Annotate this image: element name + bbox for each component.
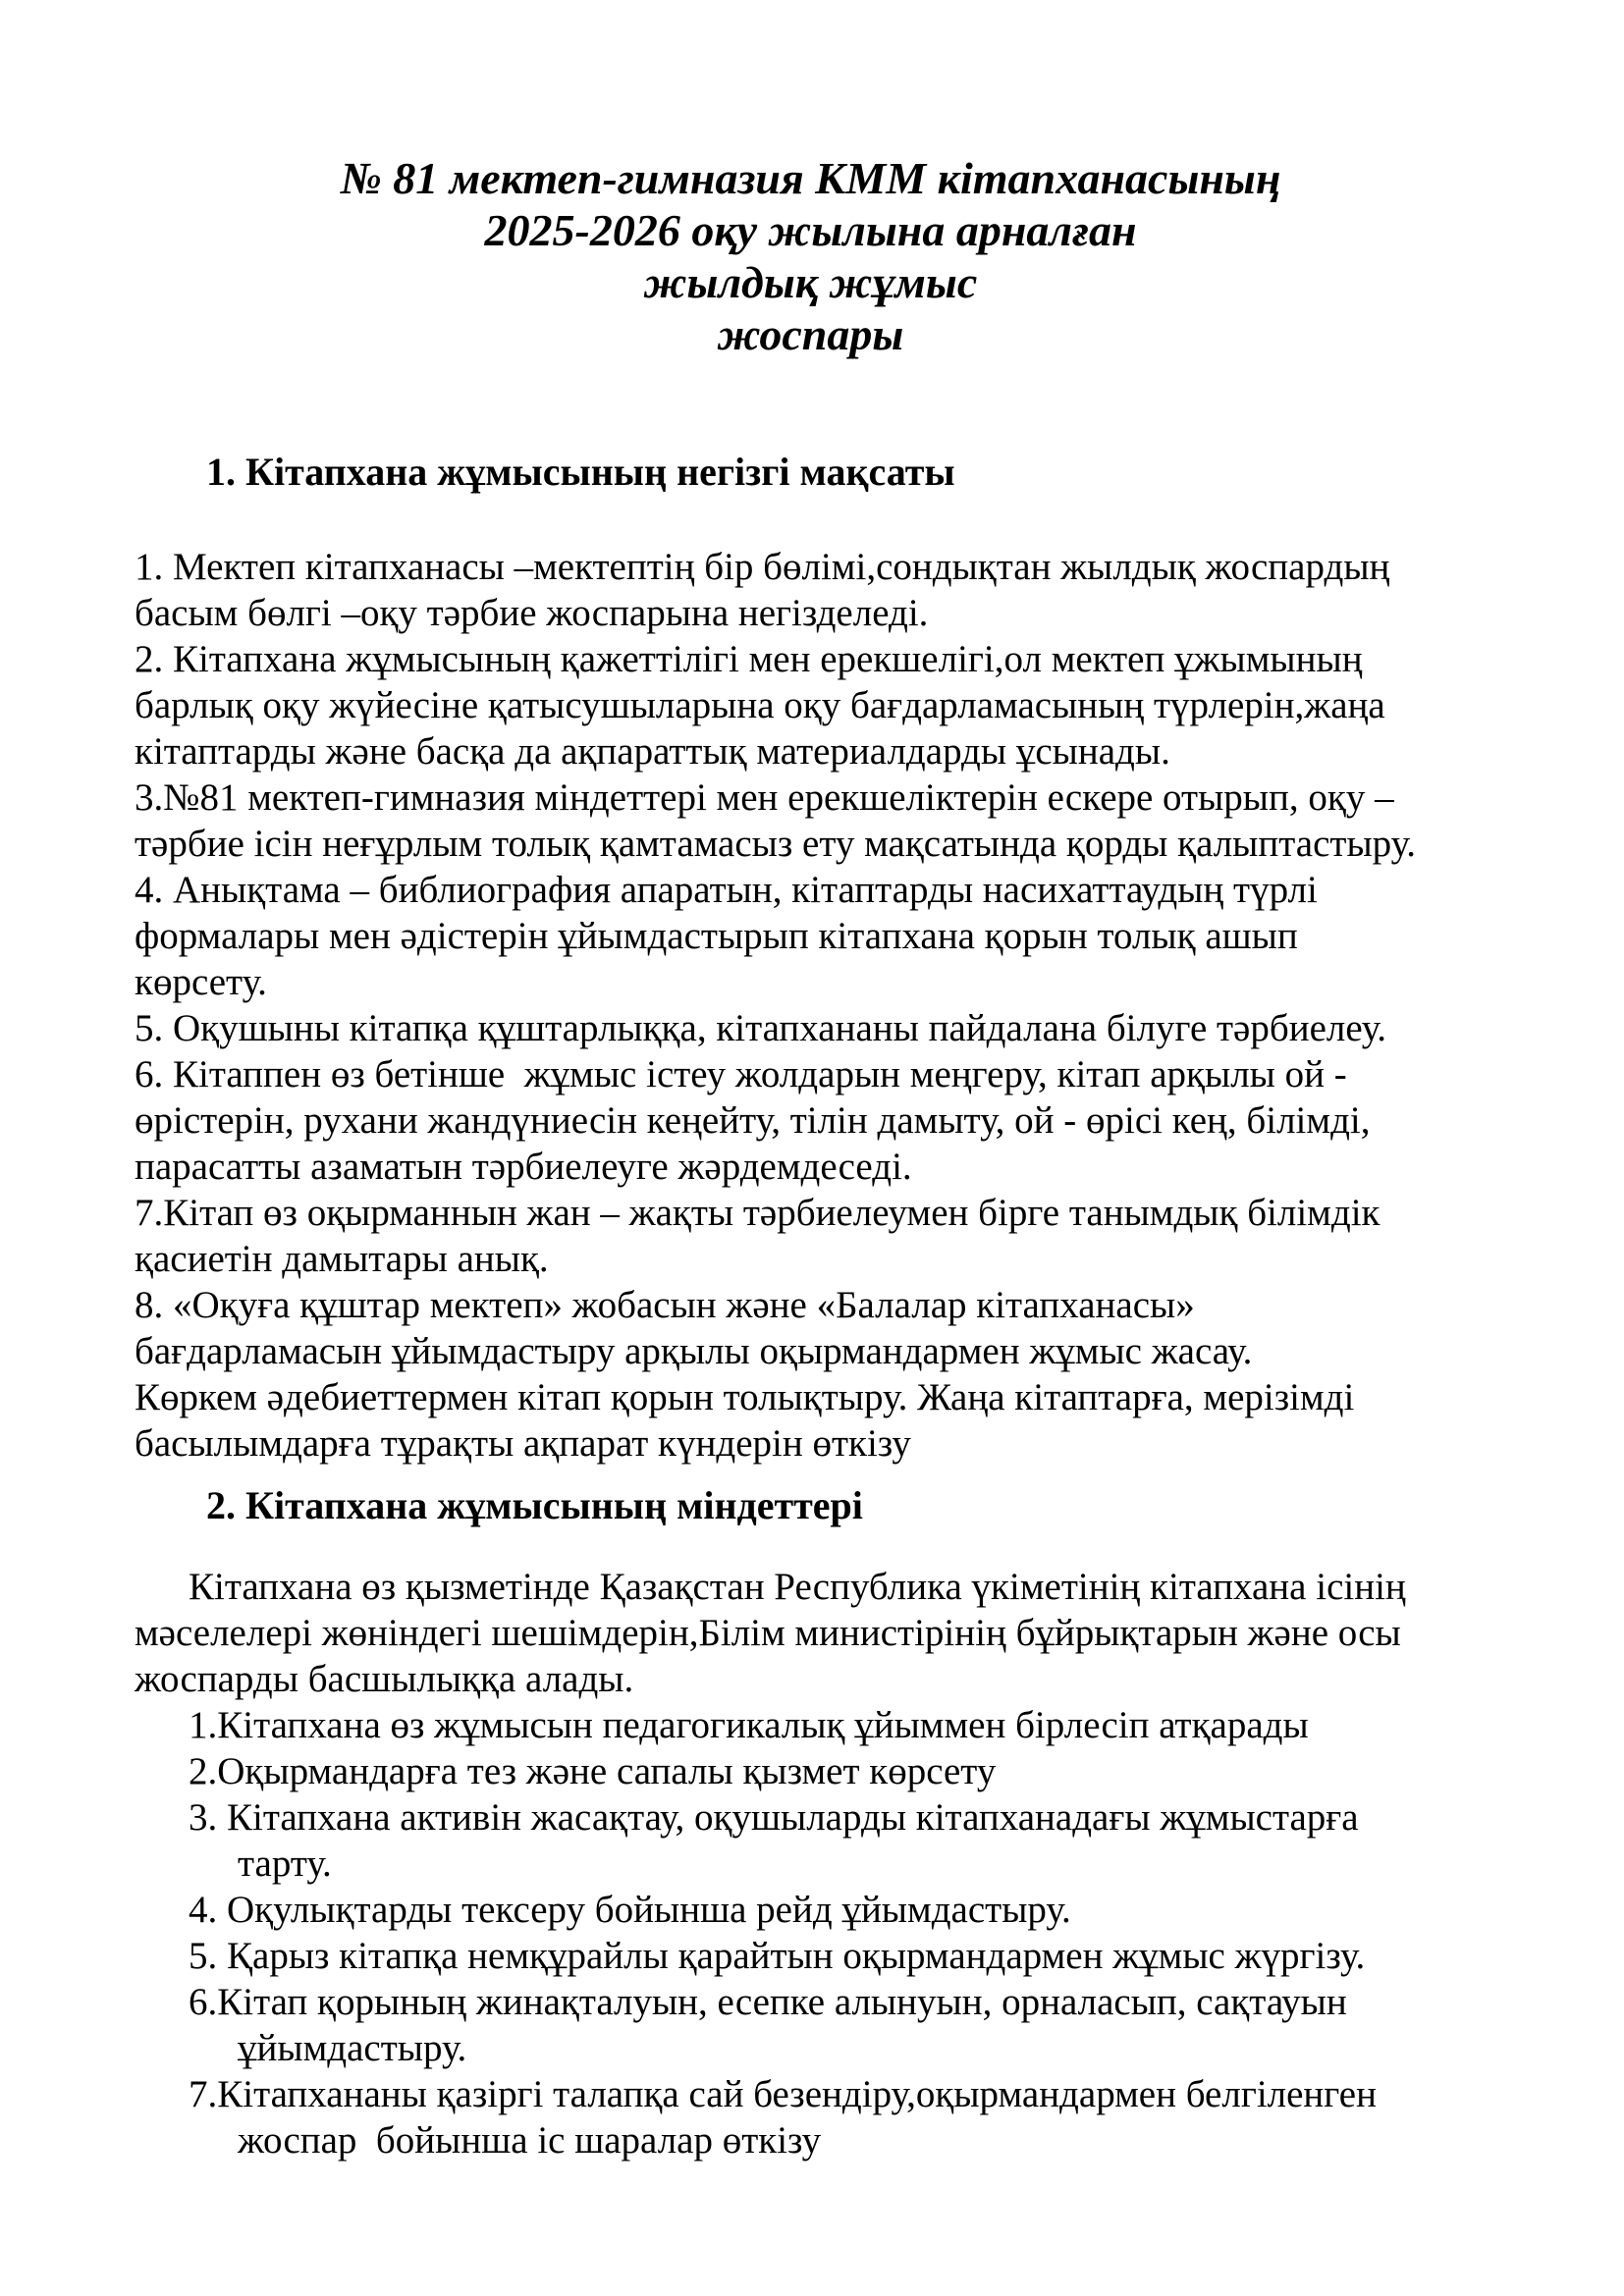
- body-line: 6. Кітаппен өз бетінше жұмыс істеу жолдарын меңгеру, кітап арқылы ой -: [135, 1053, 1347, 1095]
- list-line: 3. Кітапхана активін жасақтау, оқушыларды кітапханадағы жұмыстарға: [189, 1796, 1359, 1839]
- intro-line: Кітапхана өз қызметінде Қазақстан Республика үкіметінің кітапхана ісінің: [189, 1566, 1406, 1608]
- title-line: 2025-2026 оқу жылына арналған: [484, 205, 1137, 255]
- body-line: парасатты азаматын тәрбиелеуге жәрдемдеседі.: [135, 1146, 912, 1188]
- title-line: жылдық жұмыс: [643, 257, 978, 307]
- intro-line: мәселелері жөніндегі шешімдерін,Білім министірінің бұйрықтарын және осы: [135, 1612, 1401, 1654]
- list-line: 6.Кітап қорының жинақталуын, есепке алынуын, орналасып, сақтауын: [189, 1981, 1347, 2023]
- body-line: формалары мен әдістерін ұйымдастырып кітапхана қорын толық ашып: [135, 915, 1298, 957]
- list-line: 4. Оқулықтарды тексеру бойынша рейд ұйымдастыру.: [189, 1889, 1071, 1931]
- title-line: № 81 мектеп-гимназия КММ кітапханасының: [340, 153, 1281, 203]
- body-line: 8. «Оқуға құштар мектеп» жобасын және «Балалар кітапханасы»: [135, 1284, 1195, 1326]
- section-2-intro: [135, 1564, 1487, 1702]
- section-1-body: [135, 544, 1487, 1467]
- body-line: өрістерін, рухани жандүниесін кеңейту, тілін дамыту, ой - өрісі кең, білімді,: [135, 1099, 1371, 1142]
- list-line: 5. Қарыз кітапқа немқұрайлы қарайтын оқырмандармен жұмыс жүргізу.: [189, 1935, 1366, 1977]
- list-line: 2.Оқырмандарға тез және сапалы қызмет көрсету: [189, 1750, 997, 1792]
- body-line: бағдарламасын ұйымдастыру арқылы оқырмандармен жұмыс жасау.: [135, 1330, 1253, 1372]
- list-line: жоспар бойынша іс шаралар өткізу: [238, 2119, 822, 2162]
- body-line: кітаптарды және басқа да ақпараттық материалдарды ұсынады.: [135, 730, 1170, 773]
- body-line: барлық оқу жүйесіне қатысушыларына оқу бағдарламасының түрлерін,жаңа: [135, 684, 1385, 726]
- body-line: Көркем әдебиеттермен кітап қорын толықтыру. Жаңа кітаптарға, мерізімді: [135, 1376, 1355, 1418]
- list-line: тарту.: [238, 1842, 332, 1885]
- body-line: қасиетін дамытары анық.: [135, 1238, 549, 1280]
- section-2-heading: 2. Кітапхана жұмысының міндеттері: [206, 1483, 863, 1527]
- list-line: ұйымдастыру.: [238, 2027, 467, 2069]
- body-line: көрсету.: [135, 961, 267, 1003]
- list-line: 7.Кітапхананы қазіргі талапқа сай безендіру,оқырмандармен белгіленген: [189, 2073, 1377, 2115]
- intro-line: жоспарды басшылыққа алады.: [135, 1658, 634, 1700]
- list-line: 1.Кітапхана өз жұмысын педагогикалық ұйыммен бірлесіп атқарады: [189, 1704, 1309, 1746]
- body-line: басылымдарға тұрақты ақпарат күндерін өткізу: [135, 1422, 911, 1465]
- body-line: 5. Оқушыны кітапқа құштарлыққа, кітапхананы пайдалана білуге тәрбиелеу.: [135, 1007, 1387, 1049]
- section-2-list: [135, 1702, 1487, 2163]
- body-line: басым бөлгі –оқу тәрбие жоспарына негізделеді.: [135, 592, 929, 634]
- body-line: 4. Анықтама – библиография апаратын, кітаптарды насихаттаудың түрлі: [135, 869, 1318, 911]
- body-line: тәрбие ісін неғұрлым толық қамтамасыз ету мақсатында қорды қалыптастыру.: [135, 823, 1416, 865]
- section-1-heading: 1. Кітапхана жұмысының негізгі мақсаты: [206, 450, 955, 494]
- body-line: 1. Мектеп кітапханасы –мектептің бір бөлімі,сондықтан жылдық жоспардың: [135, 546, 1390, 588]
- body-line: 2. Кітапхана жұмысының қажеттілігі мен ерекшелігі,ол мектеп ұжымының: [135, 638, 1363, 680]
- body-line: 7.Кітап өз оқырманнын жан – жақты тәрбиелеумен бірге танымдық білімдік: [135, 1192, 1380, 1234]
- body-line: 3.№81 мектеп-гимназия міндеттері мен ерекшеліктерін ескере отырып, оқу –: [135, 776, 1394, 819]
- title-line: жоспары: [717, 309, 904, 359]
- document-title: [135, 152, 1487, 360]
